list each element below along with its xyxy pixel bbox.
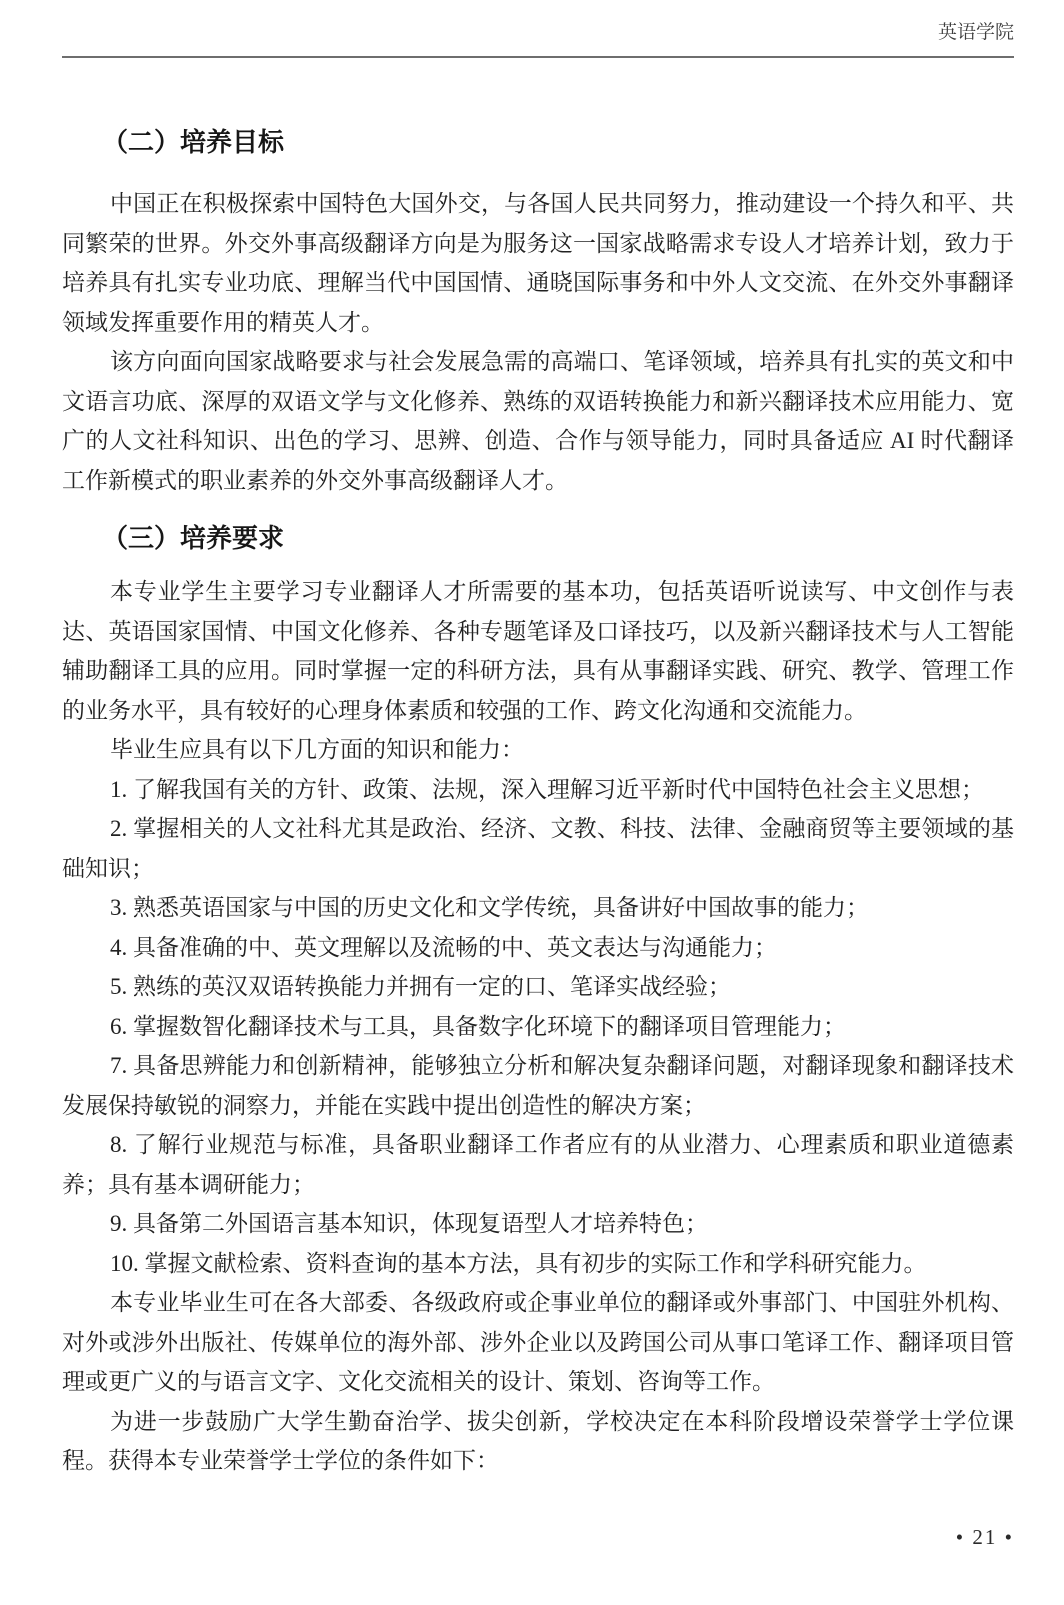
page-number: • 21 •	[955, 1525, 1014, 1549]
paragraph-requirements-intro: 本专业学生主要学习专业翻译人才所需要的基本功，包括英语听说读写、中文创作与表达、英语国家国情、中国文化修养、各种专题笔译及口译技巧，以及新兴翻译技术与人工智能辅助翻译工具的应用。同时掌握一定的科研方法，具有从事翻译实践、研究、教学、管理工作的业务水平，具有较好的心理身体素质和较强的工作、跨文化沟通和交流能力。	[62, 579, 1014, 723]
paragraph-goals-2: 该方向面向国家战略要求与社会发展急需的高端口、笔译领域，培养具有扎实的英文和中文语言功底、深厚的双语文学与文化修养、熟练的双语转换能力和新兴翻译技术应用能力、宽广的人文社科知识、出色的学习、思辨、创造、合作与领导能力，同时具备适应 AI 时代翻译工作新模式的职业素养的外交外事高级翻译人才。	[62, 349, 1014, 493]
requirement-item-6: 6. 掌握数智化翻译技术与工具，具备数字化环境下的翻译项目管理能力；	[110, 1013, 846, 1039]
requirement-item-3: 3. 熟悉英语国家与中国的历史文化和文学传统，具备讲好中国故事的能力；	[110, 895, 869, 920]
requirement-item-2: 2. 掌握相关的人文社科尤其是政治、经济、文教、科技、法律、金融商贸等主要领域的基础知识；	[62, 816, 1014, 881]
requirement-item-10: 10. 掌握文献检索、资料查询的基本方法，具有初步的实际工作和学科研究能力。	[110, 1250, 927, 1276]
requirement-item-9: 9. 具备第二外国语言基本知识，体现复语型人才培养特色；	[110, 1211, 708, 1236]
paragraph-employment: 本专业毕业生可在各大部委、各级政府或企事业单位的翻译或外事部门、中国驻外机构、对外或涉外出版社、传媒单位的海外部、涉外企业以及跨国公司从事口笔译工作、翻译项目管理或更广义的与语言文字、文化交流相关的设计、策划、咨询等工作。	[62, 1290, 1014, 1394]
requirement-item-4: 4. 具备准确的中、英文理解以及流畅的中、英文表达与沟通能力；	[110, 934, 777, 960]
page-footer	[956, 1522, 1014, 1552]
header-divider	[62, 56, 1014, 58]
requirement-item-5: 5. 熟练的英汉双语转换能力并拥有一定的口、笔译实战经验；	[110, 974, 731, 999]
requirement-item-7: 7. 具备思辨能力和创新精神，能够独立分析和解决复杂翻译问题，对翻译现象和翻译技术发展保持敏锐的洞察力，并能在实践中提出创造性的解决方案；	[62, 1053, 1014, 1118]
page-header	[62, 20, 1014, 46]
requirement-item-1: 1. 了解我国有关的方针、政策、法规，深入理解习近平新时代中国特色社会主义思想；	[110, 776, 984, 802]
paragraph-list-lead: 毕业生应具有以下几方面的知识和能力：	[110, 737, 524, 762]
paragraph-goals-1: 中国正在积极探索中国特色大国外交，与各国人民共同努力，推动建设一个持久和平、共同繁荣的世界。外交外事高级翻译方向是为服务这一国家战略需求专设人才培养计划，致力于培养具有扎实专业功底、理解当代中国国情、通晓国际事务和中外人文交流、在外交外事翻译领域发挥重要作用的精英人才。	[62, 191, 1014, 335]
requirement-item-8: 8. 了解行业规范与标准，具备职业翻译工作者应有的从业潜力、心理素质和职业道德素养；具有基本调研能力；	[62, 1132, 1014, 1197]
paragraph-honors-degree: 为进一步鼓励广大学生勤奋治学、拔尖创新，学校决定在本科阶段增设荣誉学士学位课程。获得本专业荣誉学士学位的条件如下：	[62, 1408, 1014, 1473]
section-heading-training-requirements: （三）培养要求	[102, 523, 285, 553]
section-heading-training-goals: （二）培养目标	[102, 127, 285, 157]
header-school-name: 英语学院	[937, 22, 1014, 43]
